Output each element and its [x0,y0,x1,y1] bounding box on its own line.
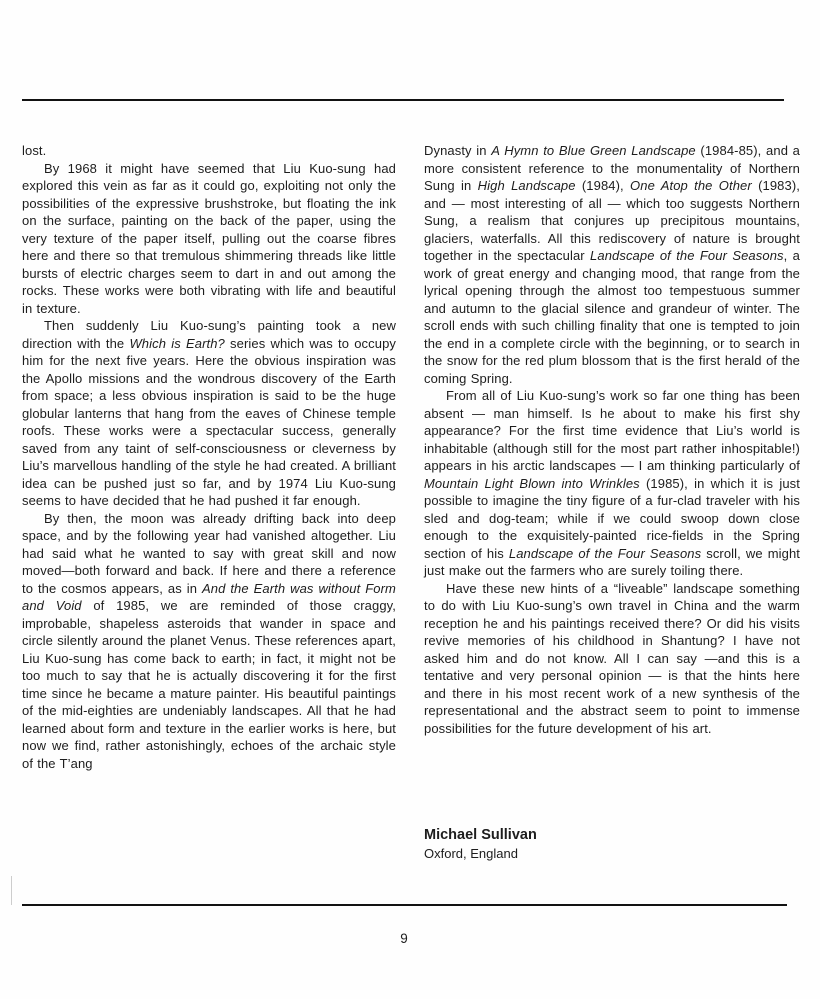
text-run: (1983), and — most interesting of all — which too suggests Northern Sung, a realism that conjures up precipitous mountains, glaciers, waterfalls. All this rediscovery of nature is brought together in the spectacular [424,178,800,263]
text-run: series which was to occupy him for the next five years. Here the obvious inspiration was the Apollo missions and the wondrous discovery of the Earth from space; a less obvious inspiration is said to be the huge globular lanterns that hang from the eaves of Chinese temple roofs. These works were a spectacular success, generally saved from any taint of self-consciousness or cleverness by Liu’s marvellous handling of the style he had created. A brilliant idea can be pushed just so far, and by 1974 Liu Kuo-sung seems to have decided that he had pushed it far enough. [22,335,396,508]
text-run: Then suddenly Liu Kuo-sung’s painting took a new direction with the [22,318,396,351]
scan-edge-artifact [11,876,12,905]
signature-block [424,826,537,862]
page-number: 9 [400,931,408,946]
text-run: Have these new hints of a “liveable” landscape something to do with Liu Kuo-sung’s own travel in China and the warm reception he and his paintings received there? Or did his visits revive memories of his childhood in Shantung? I have not asked him and do not know. All I can say —and this is a tentative and very personal opinion — is that the hints here and there in his most recent work of a new synthesis of the representational and the abstract seem to point to immense possibilities for the future development of his art. [424,580,800,736]
text-run: (1984-85), and a more consistent reference to the monumentality of Northern Sung in [424,143,801,193]
italic-title: Mountain Light Blown into Wrinkles [424,475,640,491]
italic-title: And the Earth was without Form and Void [22,580,396,613]
paragraph [424,580,800,738]
author-name: Michael Sullivan [424,827,537,843]
bottom-rule [22,904,787,906]
text-run: lost. [22,143,47,158]
paragraph [22,160,396,318]
italic-title: Which is Earth? [129,335,225,351]
paragraph [424,142,800,387]
text-run: of 1985, we are reminded of those craggy, improbable, shapeless asteroids that wander in space and circle silently around the planet Venus. These references apart, Liu Kuo-sung has come back to earth; in fact, it might not be too much to say that he is actually discovering it for the first time since he became a mature painter. His beautiful paintings of the mid-eighties are undeniably landscapes. All that he had learned about form and texture in the earlier works is here, but now we find, rather astonishingly, echoes of the archaic style of the T’ang [22,598,396,771]
text-run: (1984), [575,178,631,193]
article-body [22,142,800,772]
italic-title: Landscape of the Four Seasons [508,545,702,561]
text-run: Dynasty in [424,143,492,158]
author-location: Oxford, England [424,846,518,861]
text-run: (1985), in which it is just possible to imagine the tiny figure of a fur-clad traveler with his sled and dog-team; while if we could swoop down close enough to the exquisitely-painted rice-fields in the Spring section of his [424,475,800,561]
text-run: , a work of great energy and changing mood, that range from the lyrical opening through the almost too tempestuous summer and autumn to the glacial silence and grandeur of winter. The scroll ends with such chilling finality that one is tempted to join the end in a complete circle with the beginning, or to search in the snow for the red plum blossom that is the first herald of the coming Spring. [424,248,800,386]
italic-title: High Landscape [477,178,576,193]
paragraph [22,317,396,510]
paragraph [424,387,800,580]
paragraph [22,142,396,160]
top-rule [22,99,784,101]
italic-title: A Hymn to Blue Green Landscape [491,143,696,158]
text-run: From all of Liu Kuo-sung’s work so far one thing has been absent — man himself. Is he about to make his first shy appearance? For the first time evidence that Liu’s world is inhabitable (although still for the most part rather inhospitable!) appears in his arctic landscapes — I am thinking particularly of [424,388,800,473]
text-run: scroll, we might just make out the farmers who are surely toiling there. [424,545,800,578]
text-column-left [22,142,396,772]
text-column-right [424,142,800,772]
paragraph [22,510,396,773]
italic-title: One Atop the Other [630,178,752,193]
text-run: By then, the moon was already drifting back into deep space, and by the following year had vanished altogether. Liu had said what he wanted to say with great skill and now moved—both forward and back. If here and there a reference to the cosmos appears, as in [22,510,396,596]
text-run: By 1968 it might have seemed that Liu Kuo-sung had explored this vein as far as it could go, exploiting not only the possibilities of the expressive brushstroke, but floating the ink on the surface, painting on the back of the paper, using the very texture of the paper itself, pulling out the coarse fibres here and there so that tremulous shimmering threads like little bursts of electric charges seem to dart in and out among the rocks. These works were both vibrating with life and beautiful in texture. [22,160,396,316]
italic-title: Landscape of the Four Seasons [590,248,784,263]
